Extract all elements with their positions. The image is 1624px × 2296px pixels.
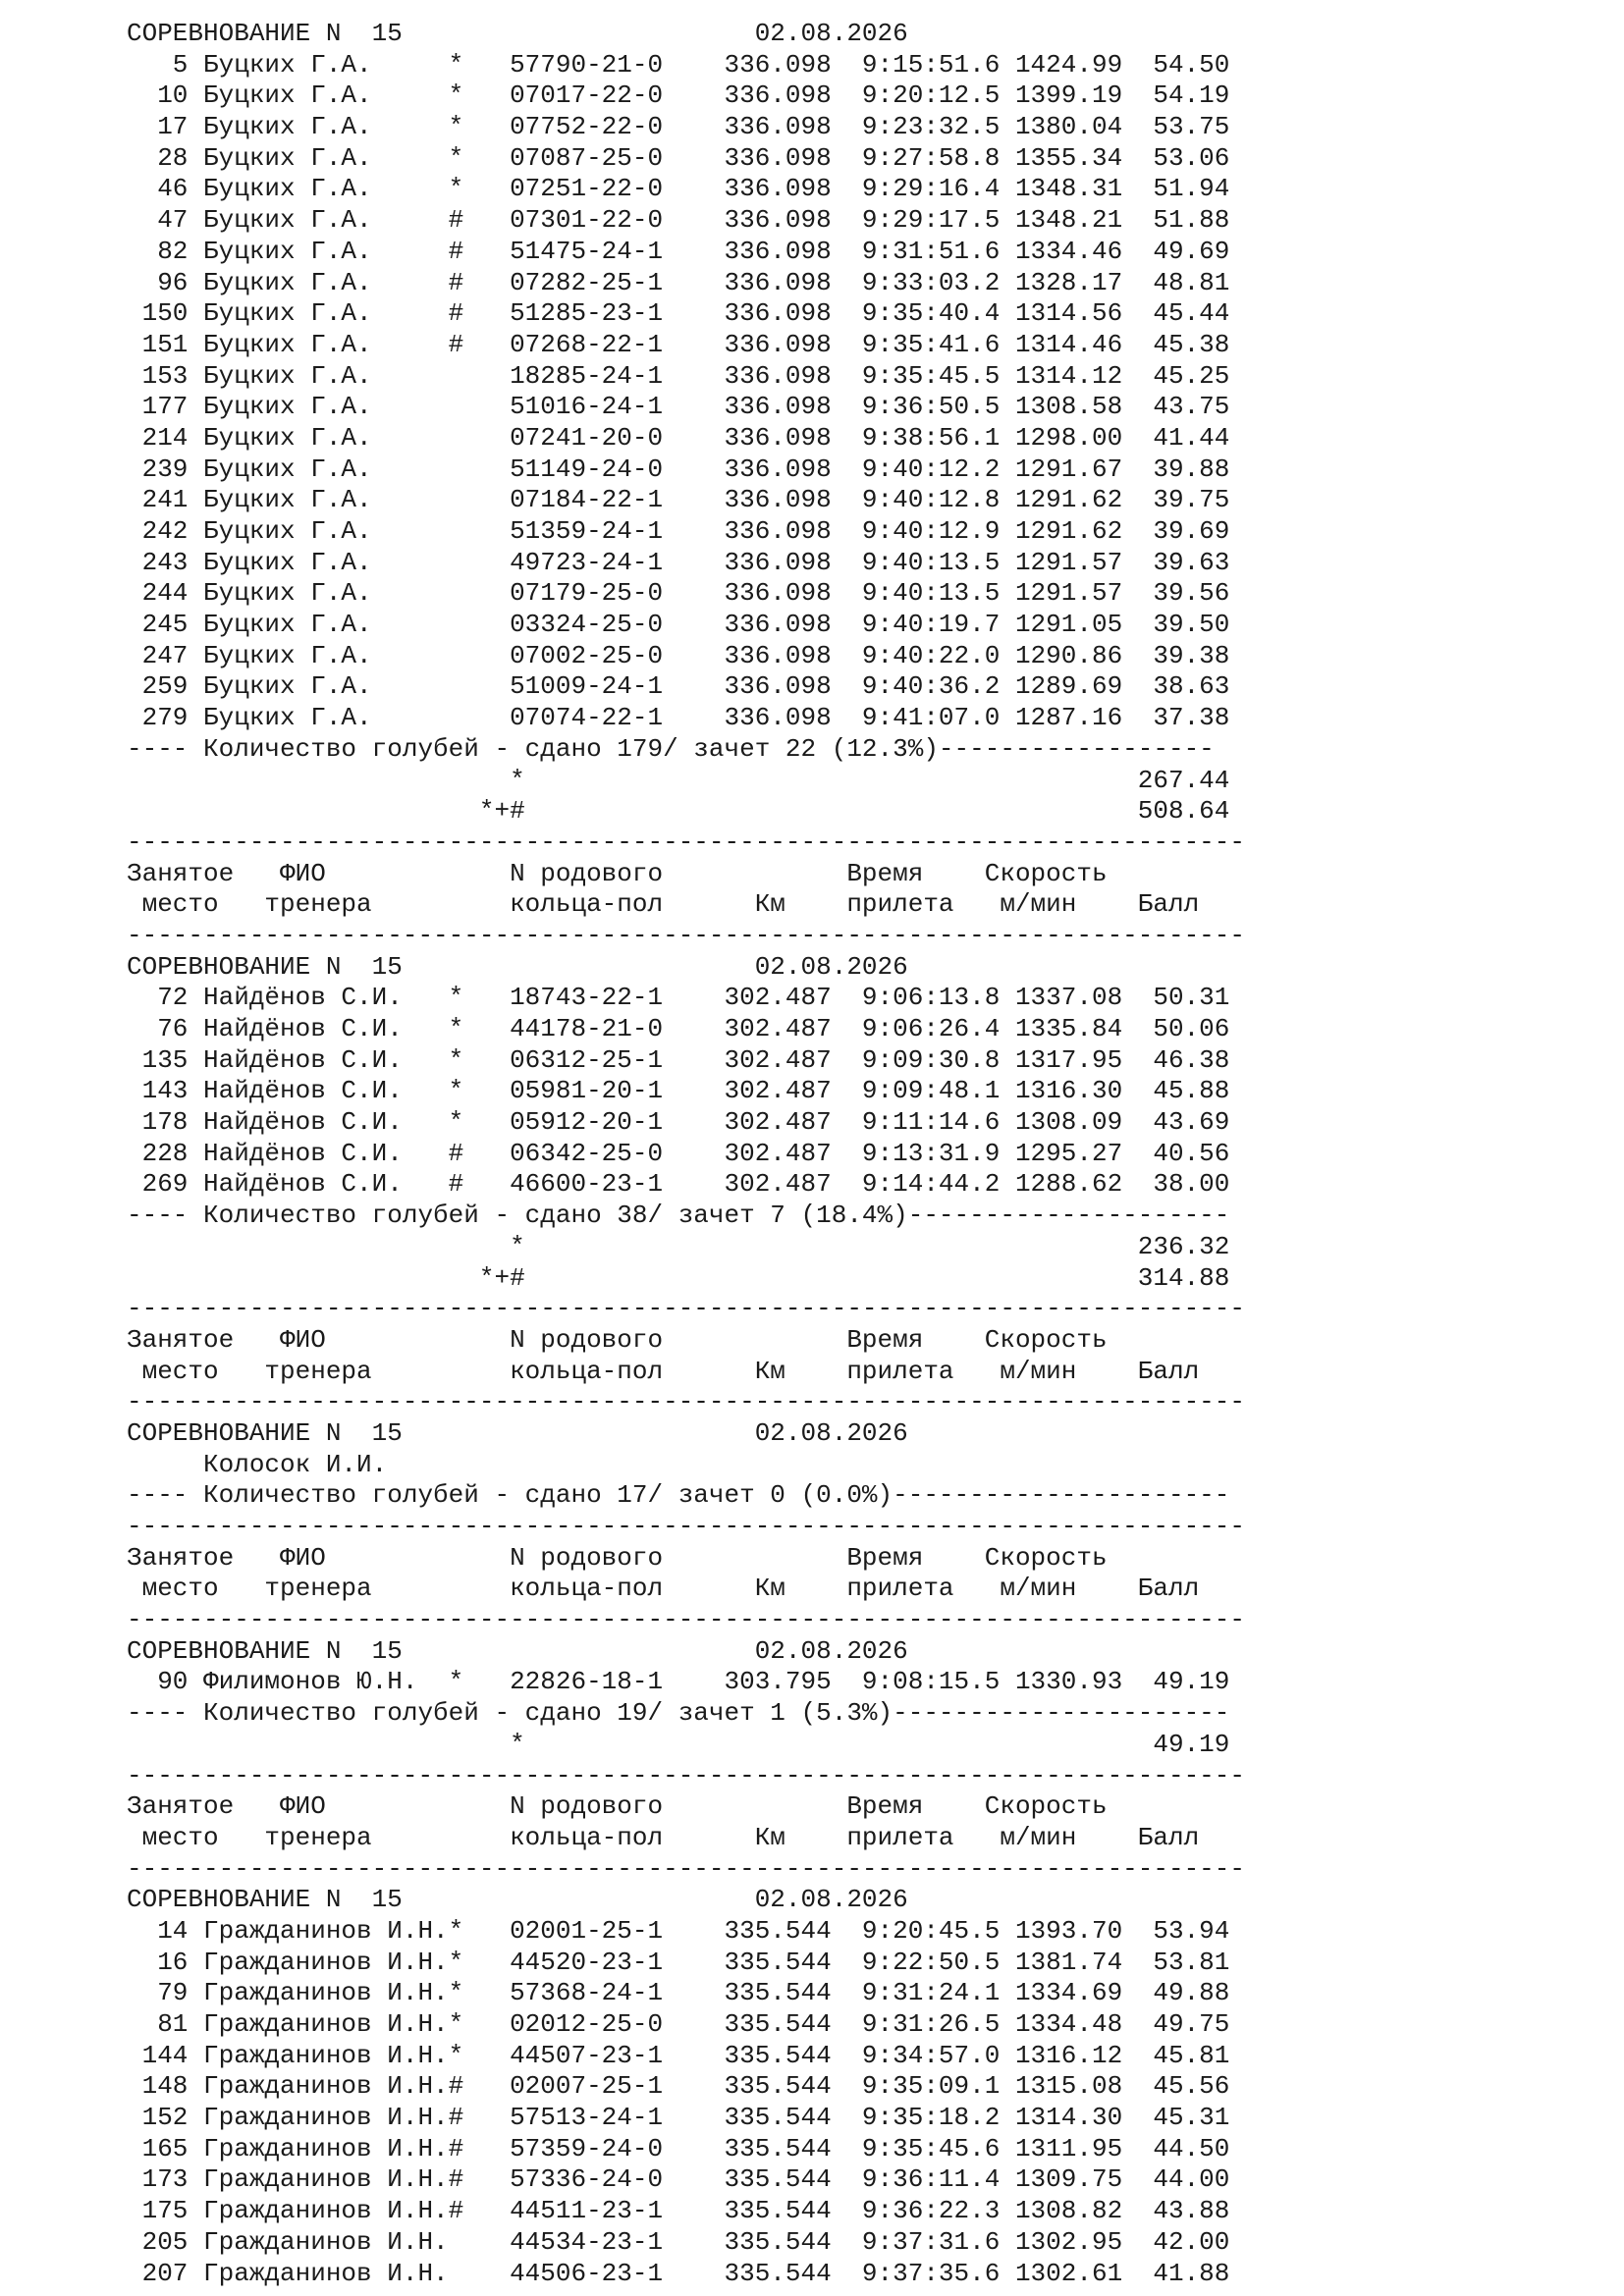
printout-line: место тренера кольца-пол Км прилета м/мин Балл (127, 1574, 1200, 1604)
printout-line: место тренера кольца-пол Км прилета м/мин Балл (127, 889, 1200, 920)
printout-line: 244 Буцких Г.А. 07179-25-0 336.098 9:40:13.5 1291.57 39.56 (127, 578, 1230, 609)
printout-line: 239 Буцких Г.А. 51149-24-0 336.098 9:40:12.2 1291.67 39.88 (127, 454, 1230, 484)
printout-line: 143 Найдёнов С.И. * 05981-20-1 302.487 9:09:48.1 1316.30 45.88 (127, 1076, 1230, 1106)
printout-line: 207 Гражданинов И.Н. 44506-23-1 335.544 9:37:35.6 1302.61 41.88 (127, 2258, 1230, 2288)
printout-line: 228 Найдёнов С.И. # 06342-25-0 302.487 9:13:31.9 1295.27 40.56 (127, 1138, 1230, 1168)
printout-line: ------------------------------------------------------------------------- (127, 1605, 1245, 1635)
printout-line: ------------------------------------------------------------------------- (127, 1294, 1245, 1324)
printout-line: 243 Буцких Г.А. 49723-24-1 336.098 9:40:13.5 1291.57 39.63 (127, 547, 1230, 577)
printout-line: 150 Буцких Г.А. # 51285-23-1 336.098 9:35:40.4 1314.56 45.44 (127, 298, 1230, 329)
printout-line: ---- Количество голубей - сдано 38/ зачет 7 (18.4%)--------------------- (127, 1201, 1230, 1231)
printout-line: 5 Буцких Г.А. * 57790-21-0 336.098 9:15:51.6 1424.99 54.50 (127, 49, 1230, 80)
printout-line: ------------------------------------------------------------------------- (127, 920, 1245, 950)
printout-line: СОРЕВНОВАНИЕ N 15 02.08.2026 (127, 951, 908, 982)
printout-line: ---- Количество голубей - сдано 17/ зачет 0 (0.0%)---------------------- (127, 1480, 1230, 1511)
printout-line: 178 Найдёнов С.И. * 05912-20-1 302.487 9:11:14.6 1308.09 43.69 (127, 1107, 1230, 1138)
printout-line: 153 Буцких Г.А. 18285-24-1 336.098 9:35:45.5 1314.12 45.25 (127, 360, 1230, 391)
printout-line: место тренера кольца-пол Км прилета м/мин Балл (127, 1356, 1200, 1386)
printout-line: 72 Найдёнов С.И. * 18743-22-1 302.487 9:06:13.8 1337.08 50.31 (127, 983, 1230, 1013)
printout-line: 247 Буцких Г.А. 07002-25-0 336.098 9:40:22.0 1290.86 39.38 (127, 640, 1230, 670)
printout-line: ---- Количество голубей - сдано 179/ зачет 22 (12.3%)------------------ (127, 733, 1215, 764)
printout-line: СОРЕВНОВАНИЕ N 15 02.08.2026 (127, 1635, 908, 1666)
printout-line: Занятое ФИО N родового Время Скорость (127, 858, 1108, 888)
printout-line: 165 Гражданинов И.Н.# 57359-24-0 335.544 9:35:45.6 1311.95 44.50 (127, 2133, 1230, 2163)
printout-line: 205 Гражданинов И.Н. 44534-23-1 335.544 9:37:31.6 1302.95 42.00 (127, 2226, 1230, 2257)
printout-line: 76 Найдёнов С.И. * 44178-21-0 302.487 9:06:26.4 1335.84 50.06 (127, 1014, 1230, 1043)
printout-line: 242 Буцких Г.А. 51359-24-1 336.098 9:40:12.9 1291.62 39.69 (127, 516, 1230, 546)
printout-line: * 236.32 (127, 1231, 1230, 1261)
printout-line: ------------------------------------------------------------------------- (127, 1760, 1245, 1790)
results-printout (127, 19, 1245, 2289)
printout-line: 28 Буцких Г.А. * 07087-25-0 336.098 9:27:58.8 1355.34 53.06 (127, 142, 1230, 173)
printout-line: 144 Гражданинов И.Н.* 44507-23-1 335.544 9:34:57.0 1316.12 45.81 (127, 2040, 1230, 2070)
printout-line: Занятое ФИО N родового Время Скорость (127, 1791, 1108, 1822)
printout-line: ------------------------------------------------------------------------- (127, 827, 1245, 857)
printout-line: ------------------------------------------------------------------------- (127, 1512, 1245, 1541)
printout-line: 269 Найдёнов С.И. # 46600-23-1 302.487 9:14:44.2 1288.62 38.00 (127, 1169, 1230, 1200)
printout-line: Занятое ФИО N родового Время Скорость (127, 1542, 1108, 1573)
printout-line: 152 Гражданинов И.Н.# 57513-24-1 335.544 9:35:18.2 1314.30 45.31 (127, 2103, 1230, 2133)
printout-line: 79 Гражданинов И.Н.* 57368-24-1 335.544 9:31:24.1 1334.69 49.88 (127, 1978, 1230, 2008)
printout-line: 82 Буцких Г.А. # 51475-24-1 336.098 9:31:51.6 1334.46 49.69 (127, 236, 1230, 266)
printout-line: Колосок И.И. (127, 1449, 388, 1479)
printout-line: 135 Найдёнов С.И. * 06312-25-1 302.487 9:09:30.8 1317.95 46.38 (127, 1044, 1230, 1075)
printout-line: 17 Буцких Г.А. * 07752-22-0 336.098 9:23:32.5 1380.04 53.75 (127, 112, 1230, 142)
printout-line: СОРЕВНОВАНИЕ N 15 02.08.2026 (127, 19, 908, 48)
printout-line: * 267.44 (127, 765, 1230, 795)
printout-line: 14 Гражданинов И.Н.* 02001-25-1 335.544 9:20:45.5 1393.70 53.94 (127, 1915, 1230, 1946)
printout-line: 47 Буцких Г.А. # 07301-22-0 336.098 9:29:17.5 1348.21 51.88 (127, 205, 1230, 236)
printout-line: 177 Буцких Г.А. 51016-24-1 336.098 9:36:50.5 1308.58 43.75 (127, 392, 1230, 422)
printout-line: *+# 508.64 (127, 796, 1230, 827)
printout-line: *+# 314.88 (127, 1262, 1230, 1293)
printout-line: * 49.19 (127, 1729, 1230, 1759)
printout-line: СОРЕВНОВАНИЕ N 15 02.08.2026 (127, 1885, 908, 1915)
printout-line: 241 Буцких Г.А. 07184-22-1 336.098 9:40:12.8 1291.62 39.75 (127, 485, 1230, 515)
printout-line: 151 Буцких Г.А. # 07268-22-1 336.098 9:35:41.6 1314.46 45.38 (127, 329, 1230, 359)
printout-line: ---- Количество голубей - сдано 19/ зачет 1 (5.3%)---------------------- (127, 1698, 1230, 1729)
printout-line: 90 Филимонов Ю.Н. * 22826-18-1 303.795 9:08:15.5 1330.93 49.19 (127, 1667, 1230, 1697)
printout-line: 259 Буцких Г.А. 51009-24-1 336.098 9:40:36.2 1289.69 38.63 (127, 671, 1230, 702)
printout-line: 148 Гражданинов И.Н.# 02007-25-1 335.544 9:35:09.1 1315.08 45.56 (127, 2071, 1230, 2102)
printout-line: 96 Буцких Г.А. # 07282-25-1 336.098 9:33:03.2 1328.17 48.81 (127, 267, 1230, 297)
printout-line: 175 Гражданинов И.Н.# 44511-23-1 335.544 9:36:22.3 1308.82 43.88 (127, 2196, 1230, 2226)
printout-line: 173 Гражданинов И.Н.# 57336-24-0 335.544 9:36:11.4 1309.75 44.00 (127, 2164, 1230, 2195)
printout-line: 214 Буцких Г.А. 07241-20-0 336.098 9:38:56.1 1298.00 41.44 (127, 422, 1230, 453)
printout-line: 16 Гражданинов И.Н.* 44520-23-1 335.544 9:22:50.5 1381.74 53.81 (127, 1947, 1230, 1977)
printout-line: СОРЕВНОВАНИЕ N 15 02.08.2026 (127, 1417, 908, 1448)
printout-line: 279 Буцких Г.А. 07074-22-1 336.098 9:41:07.0 1287.16 37.38 (127, 703, 1230, 733)
printout-line: 245 Буцких Г.А. 03324-25-0 336.098 9:40:19.7 1291.05 39.50 (127, 610, 1230, 640)
printout-line: место тренера кольца-пол Км прилета м/мин Балл (127, 1822, 1200, 1852)
printout-line: ------------------------------------------------------------------------- (127, 1387, 1245, 1417)
printout-line: 46 Буцких Г.А. * 07251-22-0 336.098 9:29:16.4 1348.31 51.94 (127, 174, 1230, 204)
printout-line: Занятое ФИО N родового Время Скорость (127, 1324, 1108, 1355)
printout-line: 10 Буцких Г.А. * 07017-22-0 336.098 9:20:12.5 1399.19 54.19 (127, 80, 1230, 111)
printout-line: 81 Гражданинов И.Н.* 02012-25-0 335.544 9:31:26.5 1334.48 49.75 (127, 2009, 1230, 2039)
printout-line: ------------------------------------------------------------------------- (127, 1853, 1245, 1884)
